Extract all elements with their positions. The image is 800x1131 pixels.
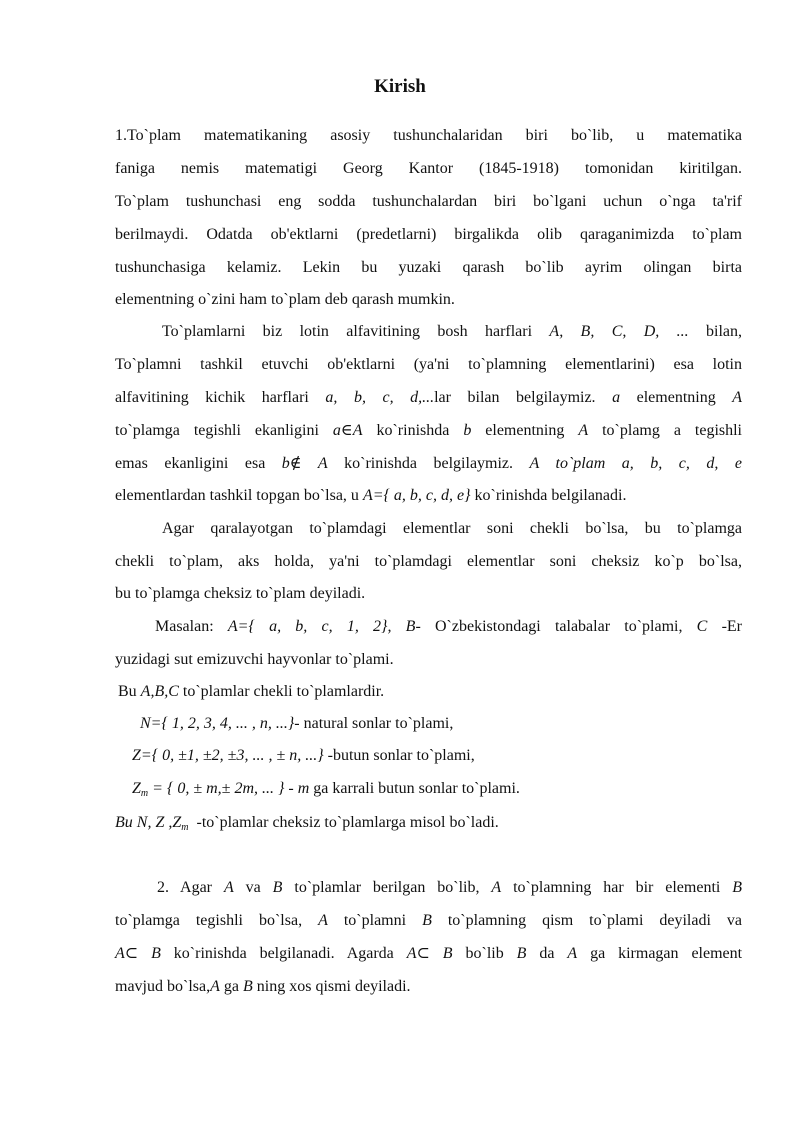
infinite-sets-line: Bu N, Z $,Z_m$ -to`plamlar cheksiz to`plamlarga misol bo`ladi.: [115, 814, 499, 833]
integers-line: Z={ 0, ±1, ±2, ±3, ... , ± n, ...} -butun sonlar to`plami,: [132, 747, 475, 764]
natural-numbers-line: N={ 1, 2, 3, 4, ... , n, ...}- natural sonlar to`plami,: [140, 715, 454, 732]
paragraph-4-line-3: Bu A,B,C to`plamlar chekli to`plamlardir.: [118, 683, 385, 700]
paragraph-2-line-3: alfavitining kichik harflari a, b, c, d,...lar bilan belgilaymiz. a elementning A: [115, 389, 743, 406]
paragraph-2-line-4: to`plamga tegishli ekanligini a∈A ko`rinishda b elementning A to`plamg a tegishli: [115, 422, 743, 439]
paragraph-4-line-1: Masalan: A={ a, b, c, 1, 2}, B- O`zbekistondagi talabalar to`plami, C -Er: [155, 618, 742, 635]
page-title: Kirish: [374, 76, 426, 97]
paragraph-5-line-2: to`plamga tegishli bo`lsa, A to`plamni B to`plamning qism to`plami deyiladi va: [115, 912, 743, 929]
paragraph-1-line-1: 1.To`plam matematikaning asosiy tushunchalaridan biri bo`lib, u matematika: [115, 127, 742, 144]
multiples-line: $Z_m$ = { 0, ± m,± 2m, ... } - m ga karrali butun sonlar to`plami.: [132, 780, 520, 799]
paragraph-5-line-3: A⊂ B ko`rinishda belgilanadi. Agarda A⊂ B bo`lib B da A ga kirmagan element: [115, 945, 743, 962]
paragraph-1-line-5: tushunchasiga kelamiz. Lekin bu yuzaki qarash bo`lib ayrim olingan birta: [115, 259, 742, 276]
paragraph-3-line-2: chekli to`plam, aks holda, ya'ni to`plamdagi elementlar soni cheksiz ko`p bo`lsa,: [115, 553, 742, 570]
paragraph-4-line-2: yuzidagi sut emizuvchi hayvonlar to`plami.: [115, 651, 394, 668]
paragraph-2-line-5: emas ekanligini esa b∉ A ko`rinishda belgilaymiz. A to`plam a, b, c, d, e: [115, 455, 742, 472]
paragraph-2-line-6: elementlardan tashkil topgan bo`lsa, u A={ a, b, c, d, e} ko`rinishda belgilanadi.: [115, 487, 627, 504]
paragraph-1-line-3: To`plam tushunchasi eng sodda tushunchalardan biri bo`lgani uchun o`nga ta'rif: [115, 193, 742, 210]
paragraph-2-line-2: To`plamni tashkil etuvchi ob'ektlarni (ya'ni to`plamning elementlarini) esa lotin: [115, 356, 742, 373]
paragraph-1-line-2: faniga nemis matematigi Georg Kantor (1845-1918) tomonidan kiritilgan.: [115, 160, 742, 177]
paragraph-1-line-6: elementning o`zini ham to`plam deb qarash mumkin.: [115, 291, 455, 308]
paragraph-3-line-1: Agar qaralayotgan to`plamdagi elementlar soni chekli bo`lsa, bu to`plamga: [162, 520, 742, 537]
paragraph-2-line-1: To`plamlarni biz lotin alfavitining bosh harflari A, B, C, D, ... bilan,: [162, 323, 743, 340]
paragraph-5-line-1: 2. Agar A va B to`plamlar berilgan bo`lib, A to`plamning har bir elementi B: [157, 879, 743, 896]
paragraph-5-line-4: mavjud bo`lsa,A ga B ning xos qismi deyiladi.: [115, 978, 411, 995]
paragraph-1-line-4: berilmaydi. Odatda ob'ektlarni (predetlarni) birgalikda olib qaraganimizda to`plam: [115, 226, 742, 243]
paragraph-3-line-3: bu to`plamga cheksiz to`plam deyiladi.: [115, 585, 366, 602]
